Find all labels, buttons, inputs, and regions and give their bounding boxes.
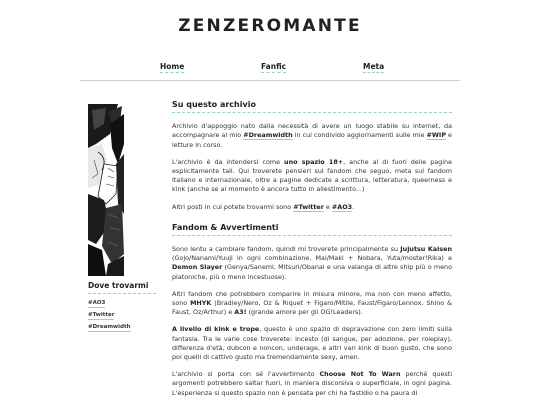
paragraph-other-fandoms: Altri fandom che potrebbero comparire in misura minore, ma non con meno affetto, sono MHYK (Bradley/Nero, Oz & Riquet + Figaro/Mitile, Faust/Figaro/Lennox, Shino & Faust, Oz/Arthur) e A3! (grande amore per gli OG!Leaders). bbox=[172, 289, 452, 317]
sidebar-link-twitter[interactable]: #Twitter bbox=[88, 312, 115, 318]
paragraph-warning: L'archivio si porta con sé l'avvertimento Choose Not To Warn perché questi argomenti potrebbero saltar fuori, in maniera discorsiva o superficiale, in ogni pagina. L'esperienza si questo spazio non è pensata per chi ha fastidio o ha paura di bbox=[172, 370, 452, 397]
main-nav bbox=[80, 62, 460, 78]
sidebar-links bbox=[88, 300, 156, 332]
avatar bbox=[88, 104, 124, 276]
link-twitter[interactable]: #Twitter bbox=[293, 202, 324, 211]
nav-meta-link[interactable]: Meta bbox=[363, 62, 385, 71]
paragraph-fandoms: Sono lentu a cambiare fandom, quindi mi troverete principalmente su Jujutsu Kaisen (Gojo/Nanami/Yuuji in ogni combinazione, Mai/Maki + Nobara, Yuta/moster!Rika) e Demon Slayer (Genya/Sanemi, Mitsuri/Obanai e una valanga di altre ship più o meno platoniche, più o meno incestuose). bbox=[172, 245, 452, 281]
paragraph-other-places: Altri posti in cui potete trovarmi sono #Twitter e #AO3. bbox=[172, 202, 355, 211]
link-ao3[interactable]: #AO3 bbox=[331, 202, 353, 211]
paragraph-intro: Archivio d'appoggio nato dalla necessità di avere un luogo stabile su internet, da accompagnare al mio #Dreamwidth in cui condivido aggiornamenti sulle mie #WIP e letture in corso. bbox=[172, 122, 452, 149]
nav-divider bbox=[80, 80, 460, 81]
avatar-illustration bbox=[88, 104, 124, 276]
paragraph-kink: A livello di kink e trope, questo è uno spazio di depravazione con zero limiti sulla fantasia. Tra le varie cose troverete: incesto (di sangue, per adozione, per roleplay), differenza d'età, dubcon e noncon, underage, e altri vari kink di buon gusto, che sono poi quelli di cattivo gusto ma tremendamente sexy, amen. bbox=[172, 325, 452, 362]
sidebar bbox=[88, 104, 156, 336]
link-dreamwidth[interactable]: #Dreamwidth bbox=[243, 131, 293, 140]
link-wip[interactable]: #WIP bbox=[426, 131, 446, 140]
section-title-archive: Su questo archivio bbox=[172, 100, 452, 113]
sidebar-link-ao3[interactable]: #AO3 bbox=[88, 300, 106, 306]
main-content bbox=[172, 100, 452, 406]
site-title: ZENZEROMANTE bbox=[178, 16, 362, 36]
paragraph-18plus: L'archivio è da intendersi come uno spazio 18+, anche al di fuori delle pagine esplicitamente tali. Qui troverete pensieri sul fandom che seguo, meta sul fandom italiano e internazionale, oltre a pagine dedicate a scrittura, letteratura, queerness e kink (anche se al momento è ancora tutto in allestimento...) bbox=[172, 157, 453, 194]
sidebar-heading: Dove trovarmi bbox=[88, 281, 156, 294]
nav-fanfic-link[interactable]: Fanfic bbox=[261, 62, 287, 71]
sidebar-link-dreamwidth[interactable]: #Dreamwidth bbox=[88, 324, 131, 330]
section-title-fandom: Fandom & Avvertimenti bbox=[172, 223, 452, 236]
nav-home-link[interactable]: Home bbox=[160, 62, 185, 71]
